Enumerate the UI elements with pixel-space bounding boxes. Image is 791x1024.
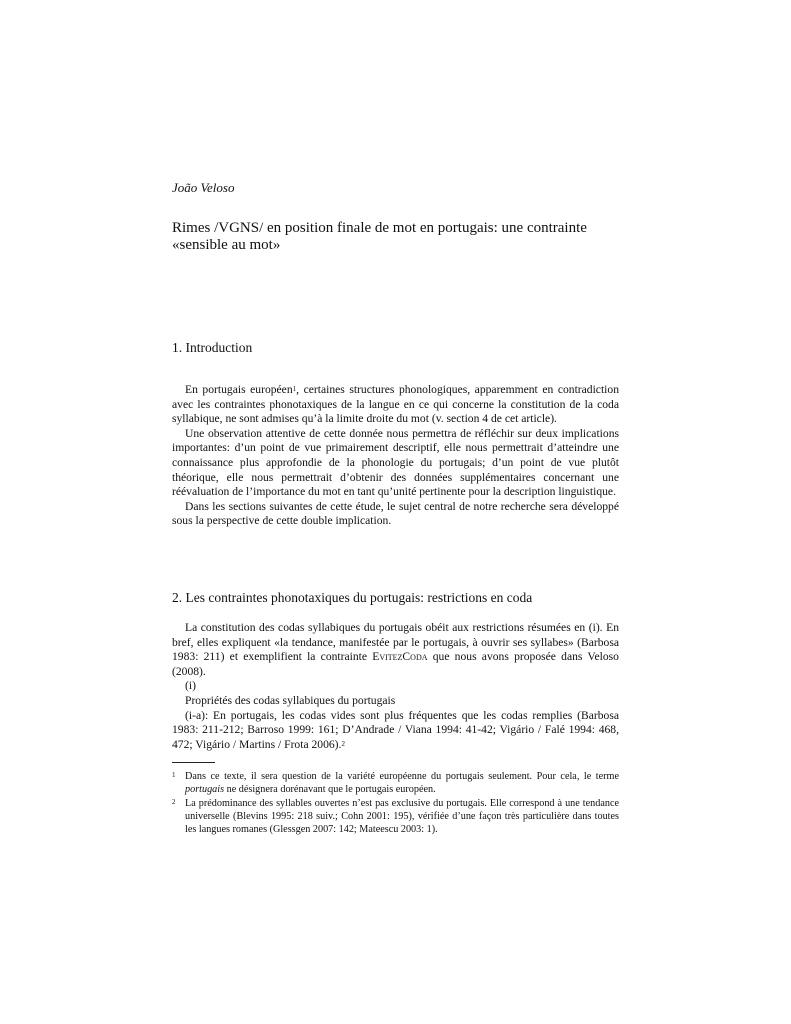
footnote-ref: 2 bbox=[341, 739, 345, 748]
footnote-separator bbox=[172, 762, 215, 763]
section-1-body bbox=[172, 383, 619, 529]
paragraph-text: En portugais européen bbox=[185, 383, 293, 396]
paragraph bbox=[172, 383, 619, 427]
footnote-text bbox=[185, 770, 619, 796]
title-line-1: Rimes /VGNS/ en position finale de mot en portugais: une contrainte bbox=[172, 220, 587, 236]
section-2-body bbox=[172, 621, 619, 752]
paragraph-text: (i-a): En portugais, les codas vides sont plus fréquentes que les codas remplies (Barbosa 1983: 211-212; Barroso 1999: 161; D’Andrade / Viana 1994: 41-42; Vigário / Falé 1994: 468, 472; Vigário / Martins / Frota 2006). bbox=[172, 708, 619, 751]
paragraph bbox=[172, 621, 619, 679]
footnote-text-part: ne désignera dorénavant que le portugais européen. bbox=[224, 784, 436, 795]
footnote-number: 2 bbox=[172, 798, 176, 806]
section-1-heading: 1. Introduction bbox=[172, 340, 253, 355]
constraint-name: EvitezCoda bbox=[372, 650, 428, 664]
footnote bbox=[172, 797, 619, 836]
list-label: (i) bbox=[185, 679, 196, 693]
paragraph-text: , certaines structures phonologiques, apparemment en contradiction avec les contraintes phonotaxiques de la langue en ce qui concerne la constitution de la coda syllabique, ne sont admises qu’à la limite droite du mot (v. section 4 de cet article). bbox=[172, 383, 619, 426]
title-line-2: «sensible au mot» bbox=[172, 237, 281, 253]
paragraph bbox=[172, 709, 619, 753]
footnote-ref: 1 bbox=[292, 385, 297, 393]
paragraph: Une observation attentive de cette donnée nous permettra de réfléchir sur deux implications importantes: d’un point de vue primairement descriptif, elle nous permettrait d’atteindre une connaissance plus approfondie de la phonologie du portugais; d’un point de vue plutôt théorique, elle nous permettrait d’obtenir des données supplémentaires concernant une réévaluation de l’importance du mot en tant qu’unité pertinente pour la description linguistique. bbox=[172, 426, 619, 499]
footnote-text: La prédominance des syllables ouvertes n’est pas exclusive du portugais. Elle correspond à une tendance universelle (Blevins 1995: 218 suiv.; Cohn 2001: 195), vérifiée d’une façon très particulière dans toutes les langues romanes (Glessgen 2007: 142; Mateescu 2003: 1). bbox=[185, 798, 619, 835]
paragraph-text: que nous avons proposée dans Veloso (2008). bbox=[172, 650, 619, 678]
paragraph: Dans les sections suivantes de cette étude, le sujet central de notre recherche sera développé sous la perspective de cette double implication. bbox=[172, 499, 619, 528]
article-title bbox=[172, 220, 622, 254]
author-name: João Veloso bbox=[172, 180, 235, 195]
footnotes bbox=[172, 770, 619, 837]
footnote bbox=[172, 770, 619, 796]
list-title: Propriétés des codas syllabiques du portugais bbox=[185, 693, 396, 707]
footnote-emphasis: portugais bbox=[185, 784, 225, 795]
paragraph-text: La constitution des codas syllabiques du portugais obéit aux restrictions résumées en (i). En bref, elles expliquent «la tendance, manifestée par le portugais, à ouvrir ses syllabes» (Barbosa 1983: 211) et exemplifient la contrainte bbox=[172, 621, 619, 664]
section-2-heading: 2. Les contraintes phonotaxiques du portugais: restrictions en coda bbox=[172, 590, 533, 605]
footnote-number: 1 bbox=[172, 771, 176, 779]
footnote-text-part: Dans ce texte, il sera question de la variété européenne du portugais seulement. Pour cela, le terme bbox=[185, 771, 619, 782]
